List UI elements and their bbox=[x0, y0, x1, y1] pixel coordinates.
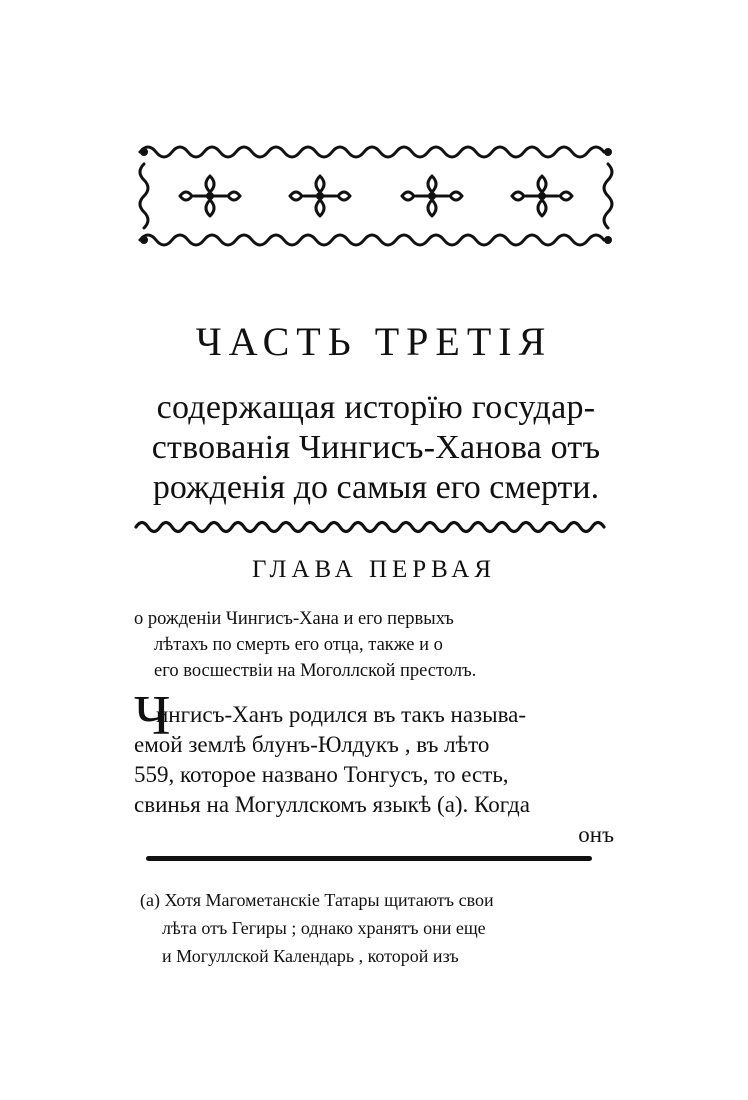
ornament-vignette-icon bbox=[134, 138, 618, 252]
part-subtitle-line: ствованія Чингисъ-Ханова отъ bbox=[151, 429, 601, 466]
chapter-title: ГЛАВА ПЕРВАЯ bbox=[251, 556, 497, 583]
body-line: ингисъ-Ханъ родился въ такъ называ- bbox=[156, 702, 527, 727]
part-subtitle-line: содержащая исторїю государ- bbox=[156, 389, 596, 426]
footnote-rule bbox=[146, 856, 592, 861]
chapter-summary bbox=[134, 606, 612, 684]
body-line: 559, которое названо Тонгусъ, то есть, bbox=[134, 762, 509, 787]
ornamental-headpiece bbox=[134, 138, 618, 252]
part-subtitle bbox=[126, 388, 626, 508]
part-subtitle-line: рожденія до самыя его смерти. bbox=[152, 469, 600, 506]
drop-cap: Ч bbox=[134, 685, 171, 747]
footnote-line: и Могуллской Календарь , которой изъ bbox=[162, 946, 459, 966]
chapter-summary-line: о рожденіи Чингисъ-Хана и его первыхъ bbox=[134, 609, 454, 629]
body-text bbox=[134, 685, 614, 850]
wave-divider-icon bbox=[134, 520, 610, 534]
body-line: емой землѣ блунъ-Юлдукъ , въ лѣто bbox=[134, 732, 490, 757]
ornamental-divider bbox=[134, 520, 610, 534]
chapter-summary-line: его восшествіи на Моголлской престолъ. bbox=[154, 661, 477, 681]
catchword: онъ bbox=[578, 822, 614, 847]
body-line: свинья на Могуллскомъ языкѣ (a). Когда bbox=[134, 792, 530, 817]
footnote-line: (a) Хотя Магометанскіе Татары щитаютъ свои bbox=[140, 890, 494, 910]
footnote bbox=[140, 886, 614, 970]
chapter-summary-line: лѣтахъ по смерть его отца, также и о bbox=[154, 635, 443, 655]
footnote-line: лѣта отъ Гегиры ; однако хранятъ они еще bbox=[162, 918, 486, 938]
part-title: ЧАСТЬ ТРЕТІЯ bbox=[195, 319, 553, 364]
